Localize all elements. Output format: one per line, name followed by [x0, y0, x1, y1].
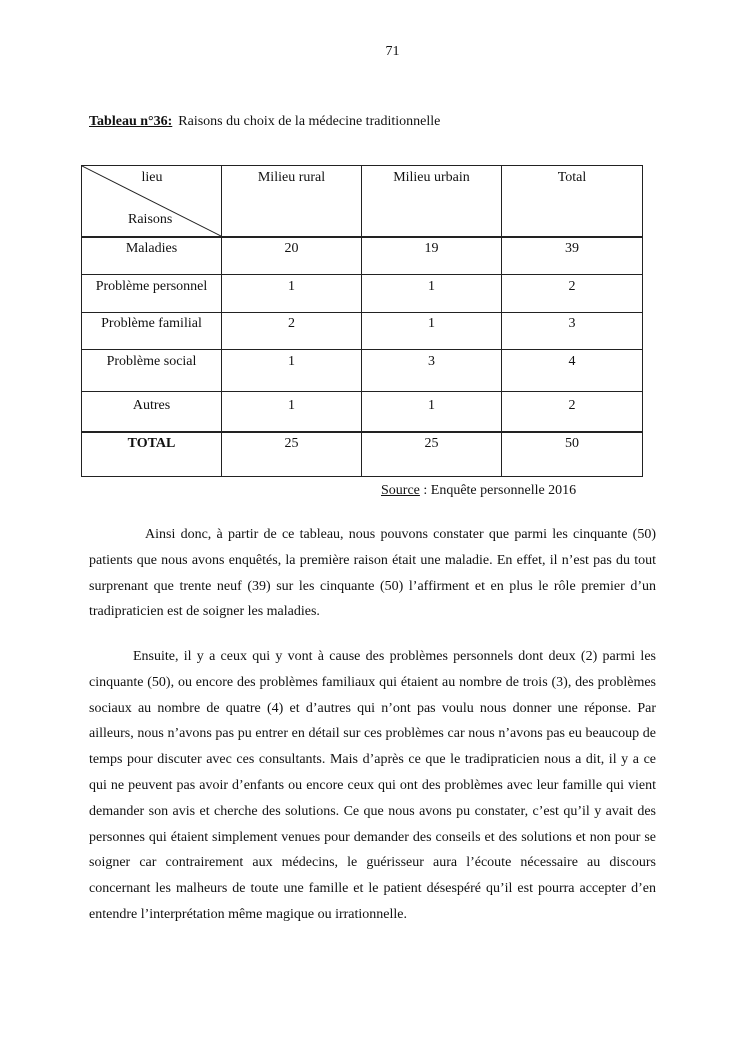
table-cell: 2: [502, 392, 643, 433]
table-row: [82, 313, 643, 350]
table-cell: 25: [362, 432, 502, 477]
row-label: Problème personnel: [82, 275, 222, 313]
table-cell: 1: [362, 313, 502, 350]
table-row: [82, 237, 643, 275]
table-cell: 20: [222, 237, 362, 275]
corner-label-raisons: Raisons: [128, 212, 173, 227]
table-total-row: [82, 432, 643, 477]
table-caption: [89, 114, 440, 130]
row-label: Problème familial: [82, 313, 222, 350]
body-paragraph: Ainsi donc, à partir de ce tableau, nous pouvons constater que parmi les cinquante (50) patients que nous avons enquêtés, la première raison était une maladie. En effet, il n’est pas du tout surprenant que trente neuf (39) sur les cinquante (50) l’affirment et en plus le rôle premier d’un tradipraticien est de soigner les maladies.: [89, 527, 656, 620]
table-cell: 1: [222, 275, 362, 313]
row-label: Problème social: [82, 350, 222, 392]
corner-label-lieu: lieu: [141, 170, 163, 185]
column-header: Milieu rural: [222, 166, 362, 238]
table-cell: 3: [502, 313, 643, 350]
table-cell: 19: [362, 237, 502, 275]
table-cell: 1: [362, 392, 502, 433]
table-row: [82, 275, 643, 313]
table-cell: 1: [362, 275, 502, 313]
table-row: [82, 350, 643, 392]
source-label: Source: [381, 483, 420, 498]
table-cell: 2: [502, 275, 643, 313]
row-label: Autres: [82, 392, 222, 433]
table-cell: 2: [222, 313, 362, 350]
table-cell: 1: [222, 350, 362, 392]
column-header: Milieu urbain: [362, 166, 502, 238]
table-cell: 4: [502, 350, 643, 392]
table-cell: 39: [502, 237, 643, 275]
table-cell: 1: [222, 392, 362, 433]
source-text: : Enquête personnelle 2016: [419, 483, 577, 498]
page-number: 71: [385, 44, 400, 59]
table-cell: 25: [222, 432, 362, 477]
column-header: Total: [502, 166, 643, 238]
source-note: [381, 483, 576, 499]
table-cell: 50: [502, 432, 643, 477]
row-label: Maladies: [82, 237, 222, 275]
table-cell: 3: [362, 350, 502, 392]
table-caption-label: Tableau n°36:: [89, 114, 173, 129]
table-caption-title: Raisons du choix de la médecine traditionnelle: [178, 114, 441, 129]
body-paragraph: Ensuite, il y a ceux qui y vont à cause des problèmes personnels dont deux (2) parmi les cinquante (50), ou encore des problèmes familiaux qui étaient au nombre de trois (3), des problèmes sociaux au nombre de quatre (4) et d’autres qui n’ont pas voulu nous donner une réponse. Par ailleurs, nous n’avons pas pu entrer en détail sur ces problèmes car nous n’avons pas eu beaucoup de temps pour discuter avec ces consultants. Mais d’après ce que le tradipraticien nous a dit, il y a ce qui ne peuvent pas avoir d’enfants ou encore ceux qui ont des problèmes avec leur famille qui vient demander son avis et cherche des solutions. Ce que nous avons pu constater, c’est qu’il y avait des personnes qui étaient simplement venues pour demander des conseils et des solutions et non pour se soigner car contrairement aux médecins, le guérisseur aura l’écoute nécessaire au discours concernant les malheurs de toute une famille et le patient désespéré qu’il est pourra accepter d’en entendre l’interprétation même magique ou irrationnelle.: [89, 649, 656, 922]
table-header-row: [82, 166, 643, 238]
reasons-table: [81, 165, 643, 477]
table-row: [82, 392, 643, 433]
row-label: TOTAL: [82, 432, 222, 477]
table-corner-cell: [82, 166, 222, 238]
